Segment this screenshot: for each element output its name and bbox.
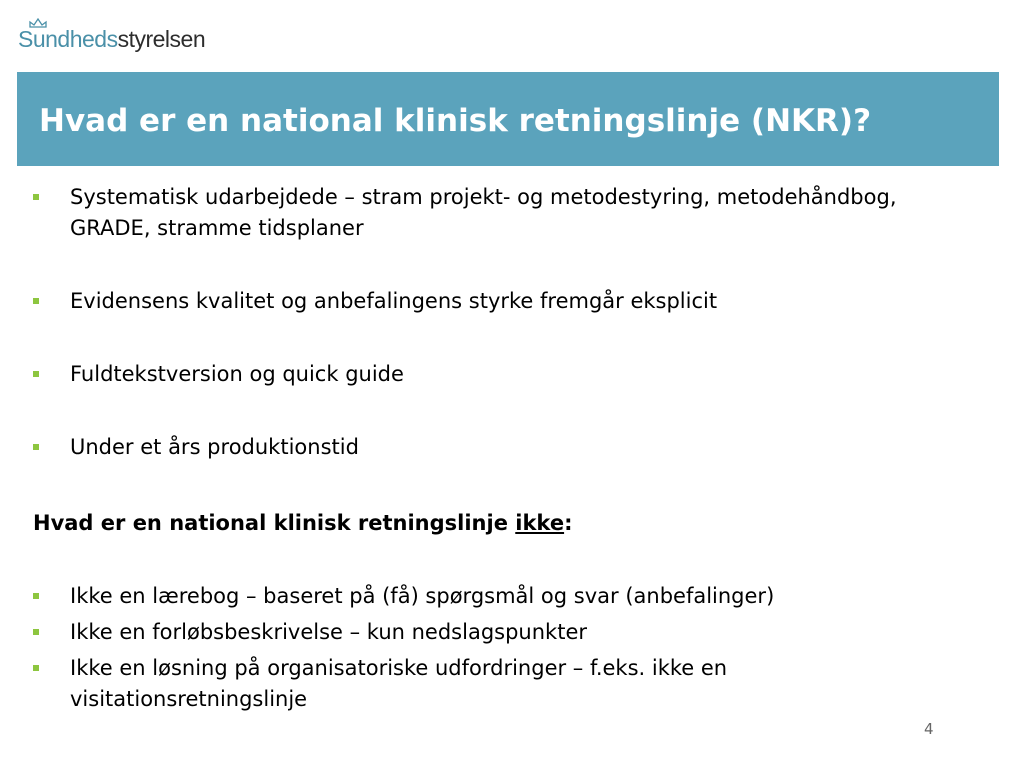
subheading-prefix: Hvad er en national klinisk retningslinje [33, 511, 516, 535]
bullet-square-icon [33, 629, 39, 635]
subheading-suffix: : [564, 511, 573, 535]
crown-icon [28, 18, 48, 28]
slide-title: Hvad er en national klinisk retningslinje (NKR)? [39, 103, 872, 139]
logo-text-part-a: Sundheds [18, 26, 118, 52]
bullet-text: Fuldtekstversion og quick guide [70, 362, 404, 386]
bullet-text: Under et års produktionstid [70, 435, 359, 459]
bullet-item [70, 286, 970, 317]
subheading [33, 508, 572, 539]
bullet-square-icon [33, 298, 39, 304]
bullet-item [70, 653, 970, 715]
bullet-item [70, 182, 970, 244]
subheading-emphasis: ikke [515, 511, 565, 535]
bullet-text: Evidensens kvalitet og anbefalingens styrke fremgår eksplicit [70, 289, 718, 313]
title-bar [17, 72, 999, 166]
bullet-text: Ikke en forløbsbeskrivelse – kun nedslagspunkter [70, 620, 587, 644]
bullet-text: Ikke en løsning på organisatoriske udfordringer – f.eks. ikke en visitationsretningslinje [70, 656, 728, 711]
bullet-square-icon [33, 593, 39, 599]
bullet-square-icon [33, 371, 39, 377]
logo [18, 26, 205, 53]
bullet-item [70, 432, 970, 463]
bullet-text: Systematisk udarbejdede – stram projekt- og metodestyring, metodehåndbog, GRADE, stramme tidsplaner [70, 185, 897, 240]
bullet-square-icon [33, 194, 39, 200]
bullet-square-icon [33, 444, 39, 450]
logo-text-part-b: styrelsen [117, 26, 206, 52]
page-number: 4 [924, 720, 934, 738]
bullet-text: Ikke en lærebog – baseret på (få) spørgsmål og svar (anbefalinger) [70, 584, 775, 608]
bullet-item [70, 359, 970, 390]
bullet-item [70, 581, 970, 612]
bullet-square-icon [33, 665, 39, 671]
bullet-item [70, 617, 970, 648]
